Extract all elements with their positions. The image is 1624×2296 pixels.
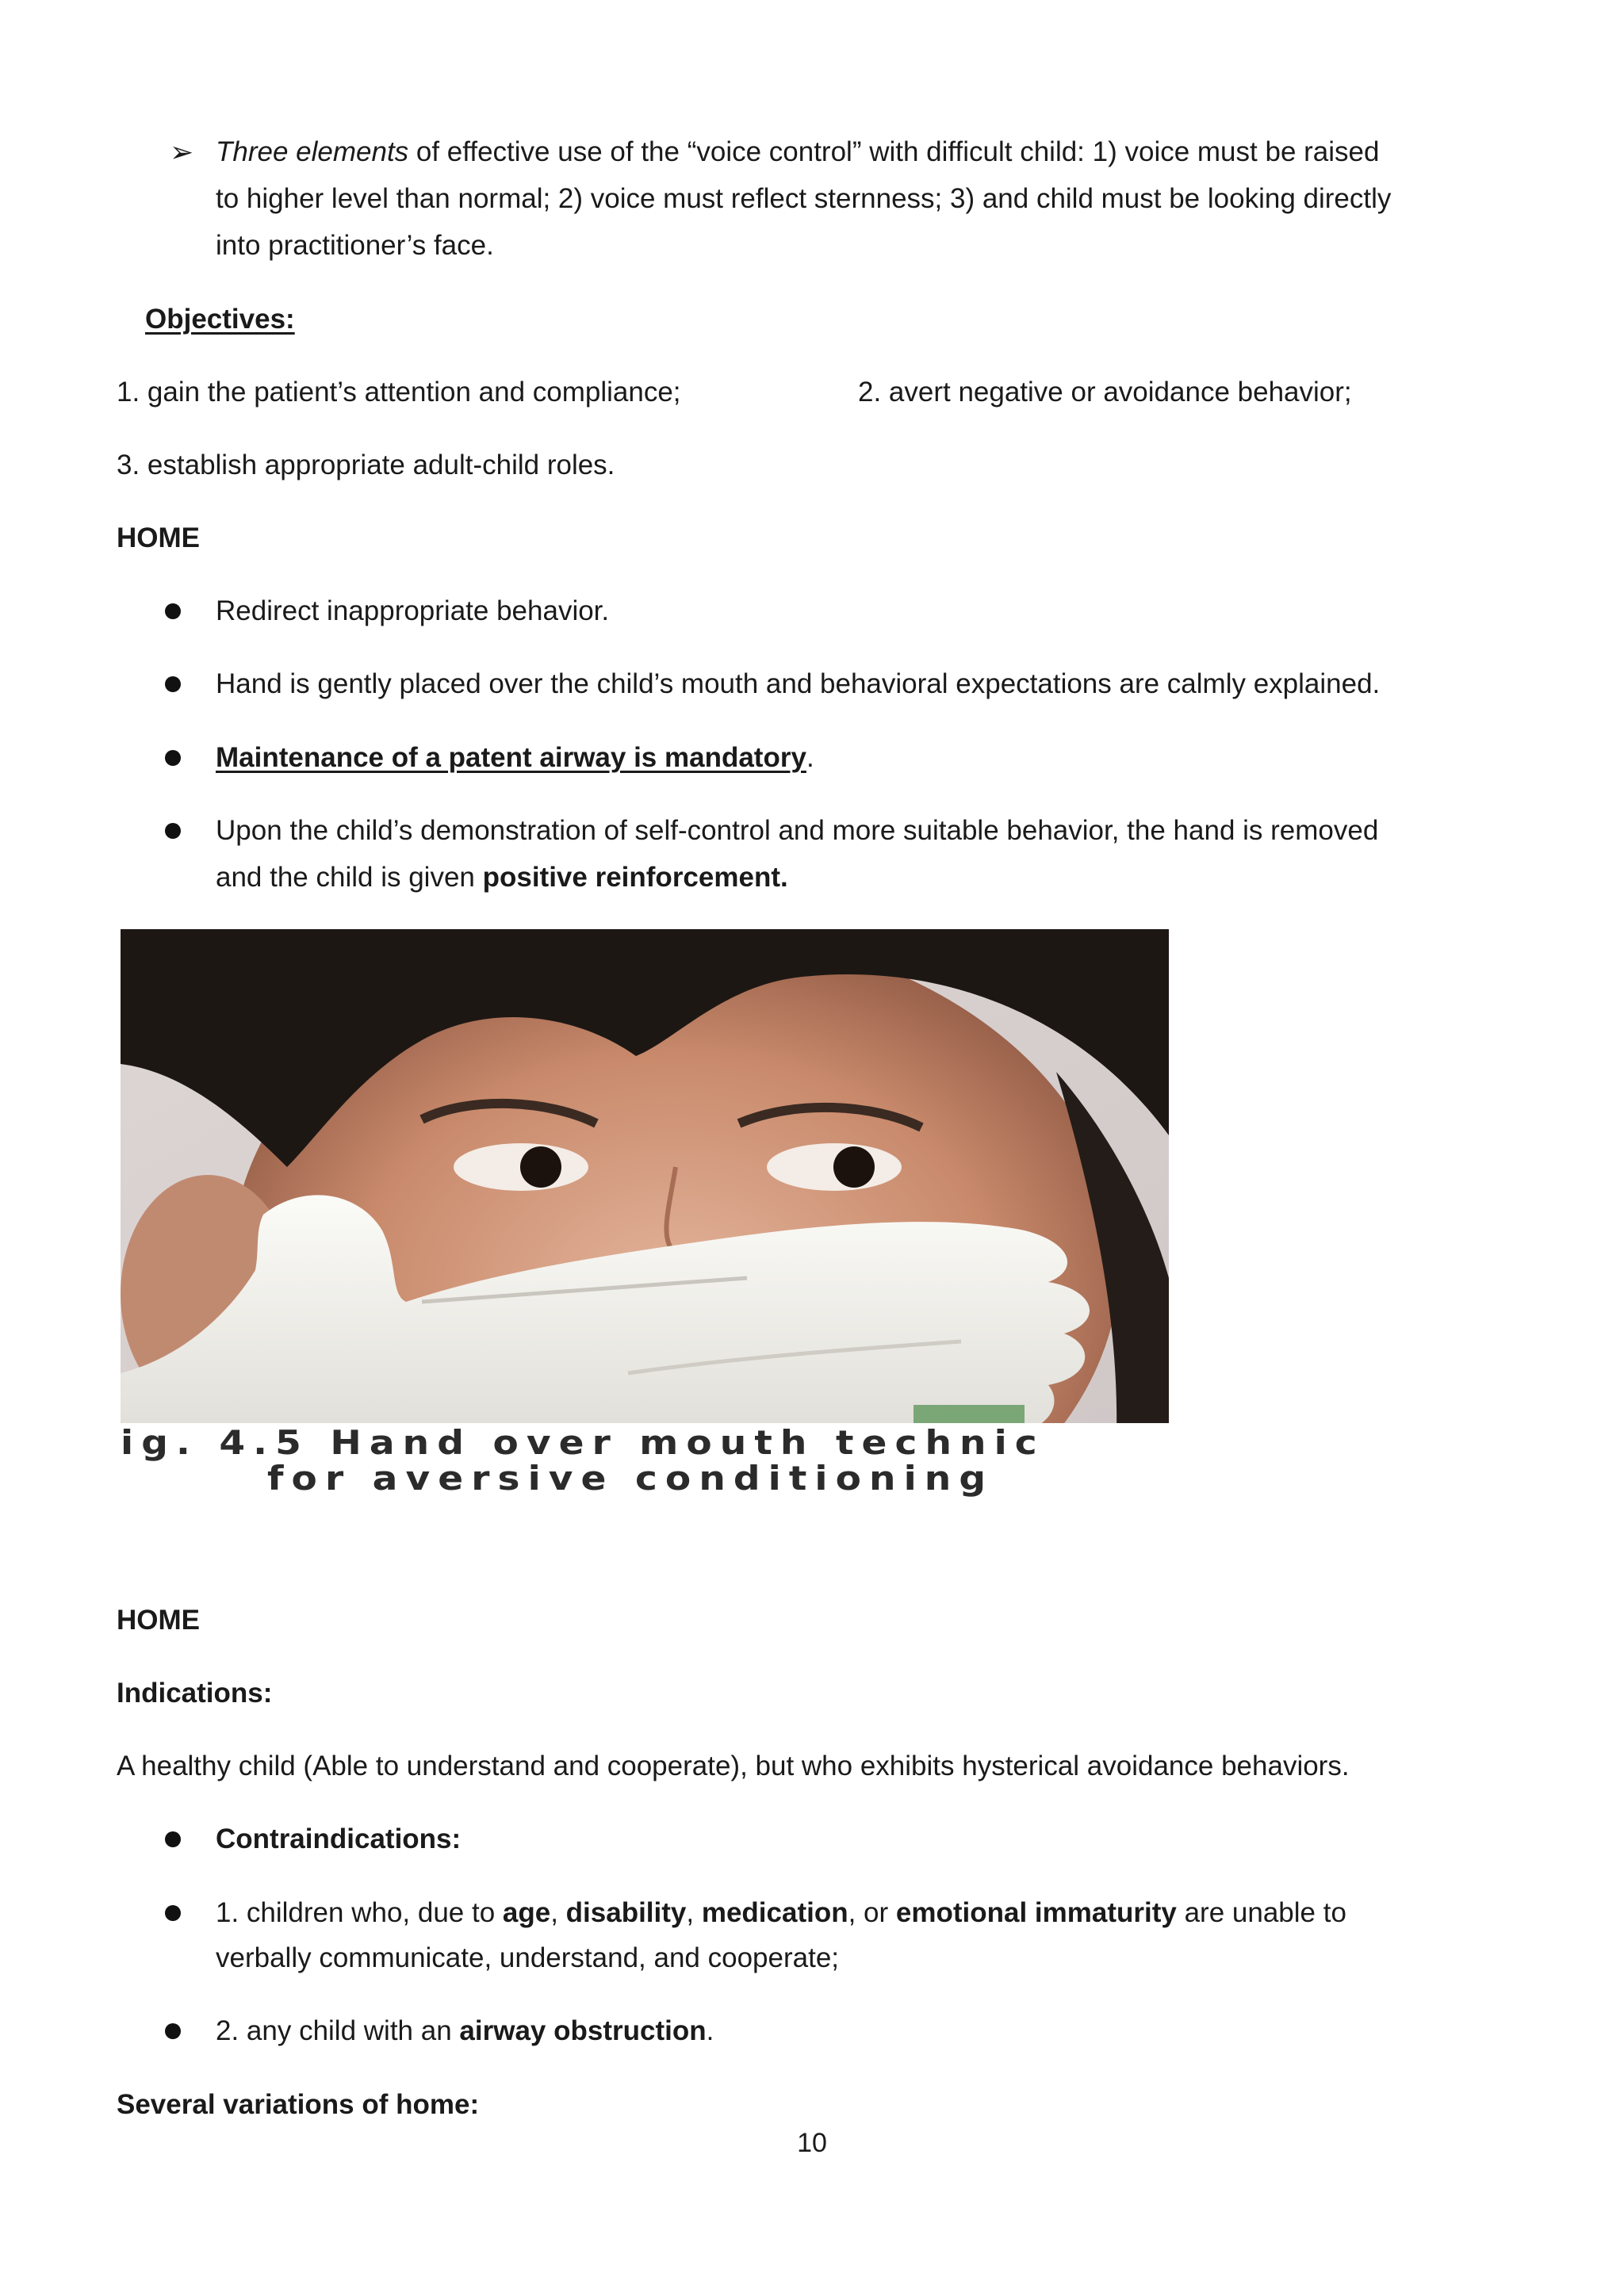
objective-item-2: 2. avert negative or avoidance behavior;: [858, 377, 1352, 408]
arrow-bullet-icon: ➢: [170, 136, 194, 168]
indications-text: A healthy child (Able to understand and cooperate), but who exhibits hysterical avoidance behaviors.: [117, 1751, 1350, 1781]
home-heading-2: HOME: [117, 1605, 200, 1636]
bullet-dot-icon: [165, 603, 181, 619]
contra-1-sep-2: ,: [686, 1897, 702, 1928]
contra-1-sep-1: ,: [550, 1897, 566, 1928]
bullet-dot-icon: [165, 750, 181, 766]
contra-2-end: .: [706, 2015, 714, 2046]
home-bullet-1: Redirect inappropriate behavior.: [216, 595, 610, 626]
indications-heading: Indications:: [117, 1678, 273, 1709]
contra-item-1-line-2: verbally communicate, understand, and cooperate;: [216, 1942, 840, 1973]
variations-heading: Several variations of home:: [117, 2089, 480, 2120]
figure-caption: [121, 1423, 1169, 1500]
home-bullet-4-start: and the child is given: [216, 862, 483, 893]
intro-line-1: [216, 129, 1379, 175]
child-photo: [121, 929, 1169, 1500]
contra-1-sep-3: , or: [848, 1897, 896, 1928]
contra-1-start: 1. children who, due to: [216, 1897, 503, 1928]
bullet-dot-icon: [165, 1831, 181, 1847]
intro-line-2: to higher level than normal; 2) voice must reflect sternness; 3) and child must be looking directly: [216, 183, 1392, 214]
contra-1-emotional: emotional immaturity: [895, 1897, 1177, 1928]
bullet-dot-icon: [165, 823, 181, 839]
home-bullet-4-line-2: [216, 855, 788, 901]
bullet-dot-icon: [165, 2023, 181, 2039]
objectives-heading: Objectives:: [145, 304, 295, 335]
bullet-dot-icon: [165, 676, 181, 692]
contra-1-age: age: [502, 1897, 551, 1928]
caption-line-2: for aversive conditioning: [267, 1459, 994, 1498]
home-bullet-4-line-1: Upon the child’s demonstration of self-control and more suitable behavior, the hand is removed: [216, 815, 1379, 846]
page-number: 10: [797, 2128, 827, 2158]
home-bullet-3: [216, 735, 814, 781]
bullet-dot-icon: [165, 1905, 181, 1921]
contra-1-disability: disability: [565, 1897, 687, 1928]
home-bullet-4-bold: positive reinforcement.: [482, 862, 788, 893]
home-bullet-2: Hand is gently placed over the child’s mouth and behavioral expectations are calmly explained.: [216, 668, 1381, 699]
objective-item-3: 3. establish appropriate adult-child roles.: [117, 450, 615, 480]
caption-line-1: ig. 4.5 Hand over mouth technic: [121, 1423, 1045, 1462]
intro-line-1-rest: of effective use of the “voice control” with difficult child: 1) voice must be raised: [408, 136, 1380, 167]
contra-item-2: [216, 2008, 714, 2054]
home-bullet-3-bold: Maintenance of a patent airway is mandatory: [216, 742, 806, 773]
contra-1-medication: medication: [701, 1897, 848, 1928]
contra-2-bold: airway obstruction: [459, 2015, 707, 2046]
objective-item-1: 1. gain the patient’s attention and compliance;: [117, 377, 681, 408]
intro-line-3: into practitioner’s face.: [216, 230, 494, 261]
home-heading-1: HOME: [117, 522, 200, 553]
contra-2-start: 2. any child with an: [216, 2015, 460, 2046]
home-bullet-3-end: .: [806, 742, 814, 773]
intro-lead: Three elements: [216, 136, 409, 167]
contra-item-1-line-1: [216, 1890, 1346, 1936]
contraindications-heading: Contraindications:: [216, 1823, 462, 1854]
contra-1-end: are unable to: [1176, 1897, 1346, 1928]
